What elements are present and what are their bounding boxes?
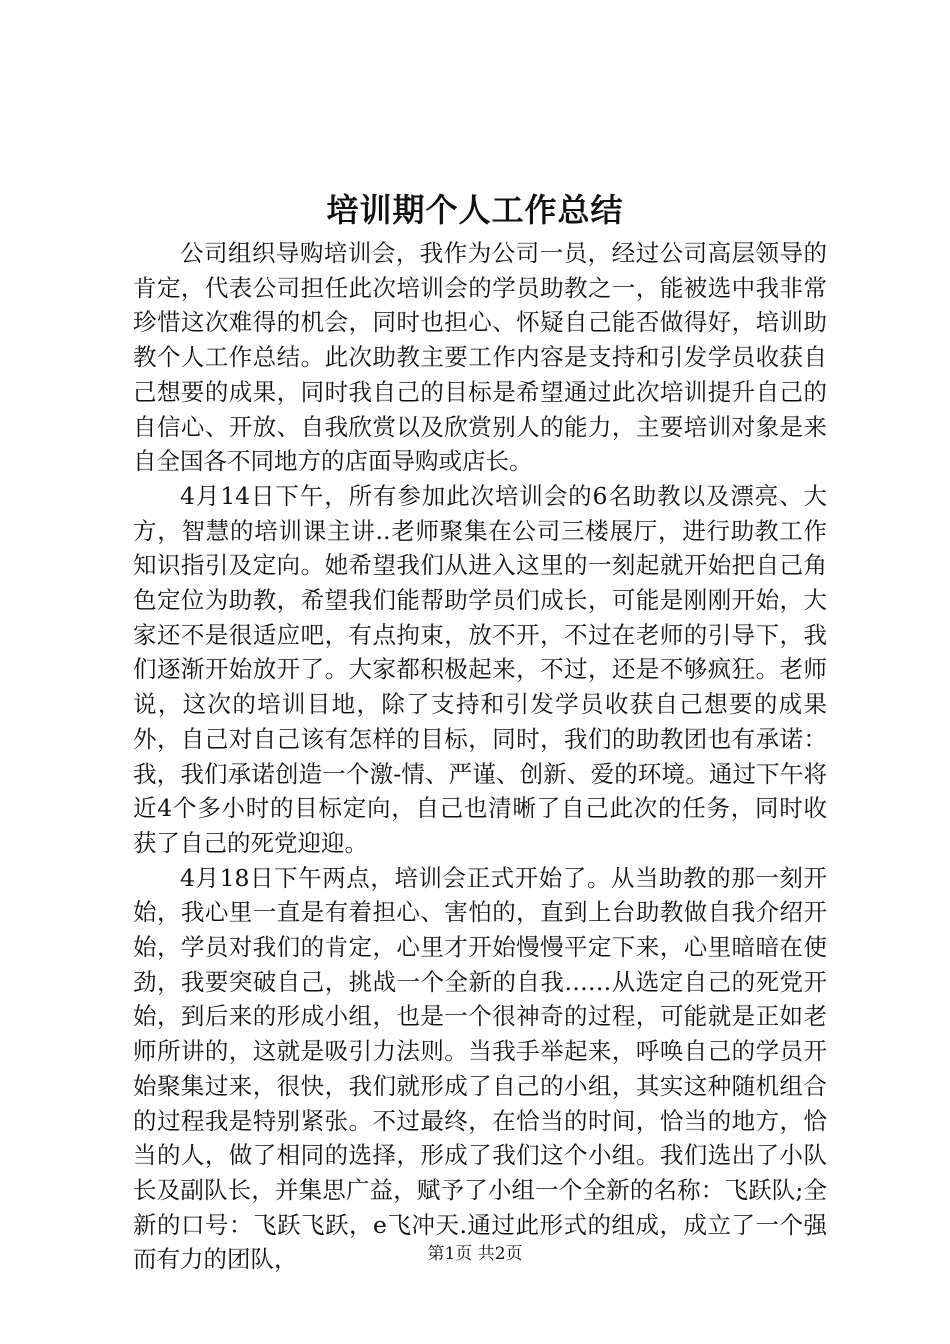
paragraph-1: 公司组织导购培训会，我作为公司一员，经过公司高层领导的肯定，代表公司担任此次培训会的学员助教之一，能被选中我非常珍惜这次难得的机会，同时也担心、怀疑自己能否做得好，培训助教个人工作总结。此次助教主要工作内容是支持和引发学员收获自己想要的成果，同时我自己的目标是希望通过此次培训提升自己的自信心、开放、自我欣赏以及欣赏别人的能力，主要培训对象是来自全国各不同地方的店面导购或店长。 (133, 239, 827, 476)
document-title: 培训期个人工作总结 (326, 191, 624, 229)
paragraph-2: 4月14日下午，所有参加此次培训会的6名助教以及漂亮、大方，智慧的培训课主讲..老师聚集在公司三楼展厅，进行助教工作知识指引及定向。她希望我们从进入这里的一刻起就开始把自己角色定位为助教，希望我们能帮助学员们成长，可能是刚刚开始，大家还不是很适应吧，有点拘束，放不开，不过在老师的引导下，我们逐渐开始放开了。大家都积极起来，不过，还是不够疯狂。老师说，这次的培训目地，除了支持和引发学员收获自己想要的成果外，自己对自己该有怎样的目标，同时，我们的助教团也有承诺：我，我们承诺创造一个激-情、严谨、创新、爱的环境。通过下午将近4个多小时的目标定向，自己也清晰了自己此次的任务，同时收获了自己的死党迎迎。 (133, 481, 827, 857)
paragraph-3: 4月18日下午两点，培训会正式开始了。从当助教的那一刻开始，我心里一直是有着担心、害怕的，直到上台助教做自我介绍开始，学员对我们的肯定，心里才开始慢慢平定下来，心里暗暗在使劲，我要突破自己，挑战一个全新的自我……从选定自己的死党开始，到后来的形成小组，也是一个很神奇的过程，可能就是正如老师所讲的，这就是吸引力法则。当我手举起来，呼唤自己的学员开始聚集过来，很快，我们就形成了自己的小组，其实这种随机组合的过程我是特别紧张。不过最终，在恰当的时间，恰当的地方，恰当的人，做了相同的选择，形成了我们这个小组。我们选出了小队长及副队长，并集思广益，赋予了小组一个全新的名称：飞跃队;全新的口号：飞跃飞跃，e飞冲天.通过此形式的组成，成立了一个强而有力的团队， (133, 863, 827, 1274)
page-number-footer: 第1页 共2页 (427, 1244, 523, 1264)
document-body (133, 236, 827, 1277)
